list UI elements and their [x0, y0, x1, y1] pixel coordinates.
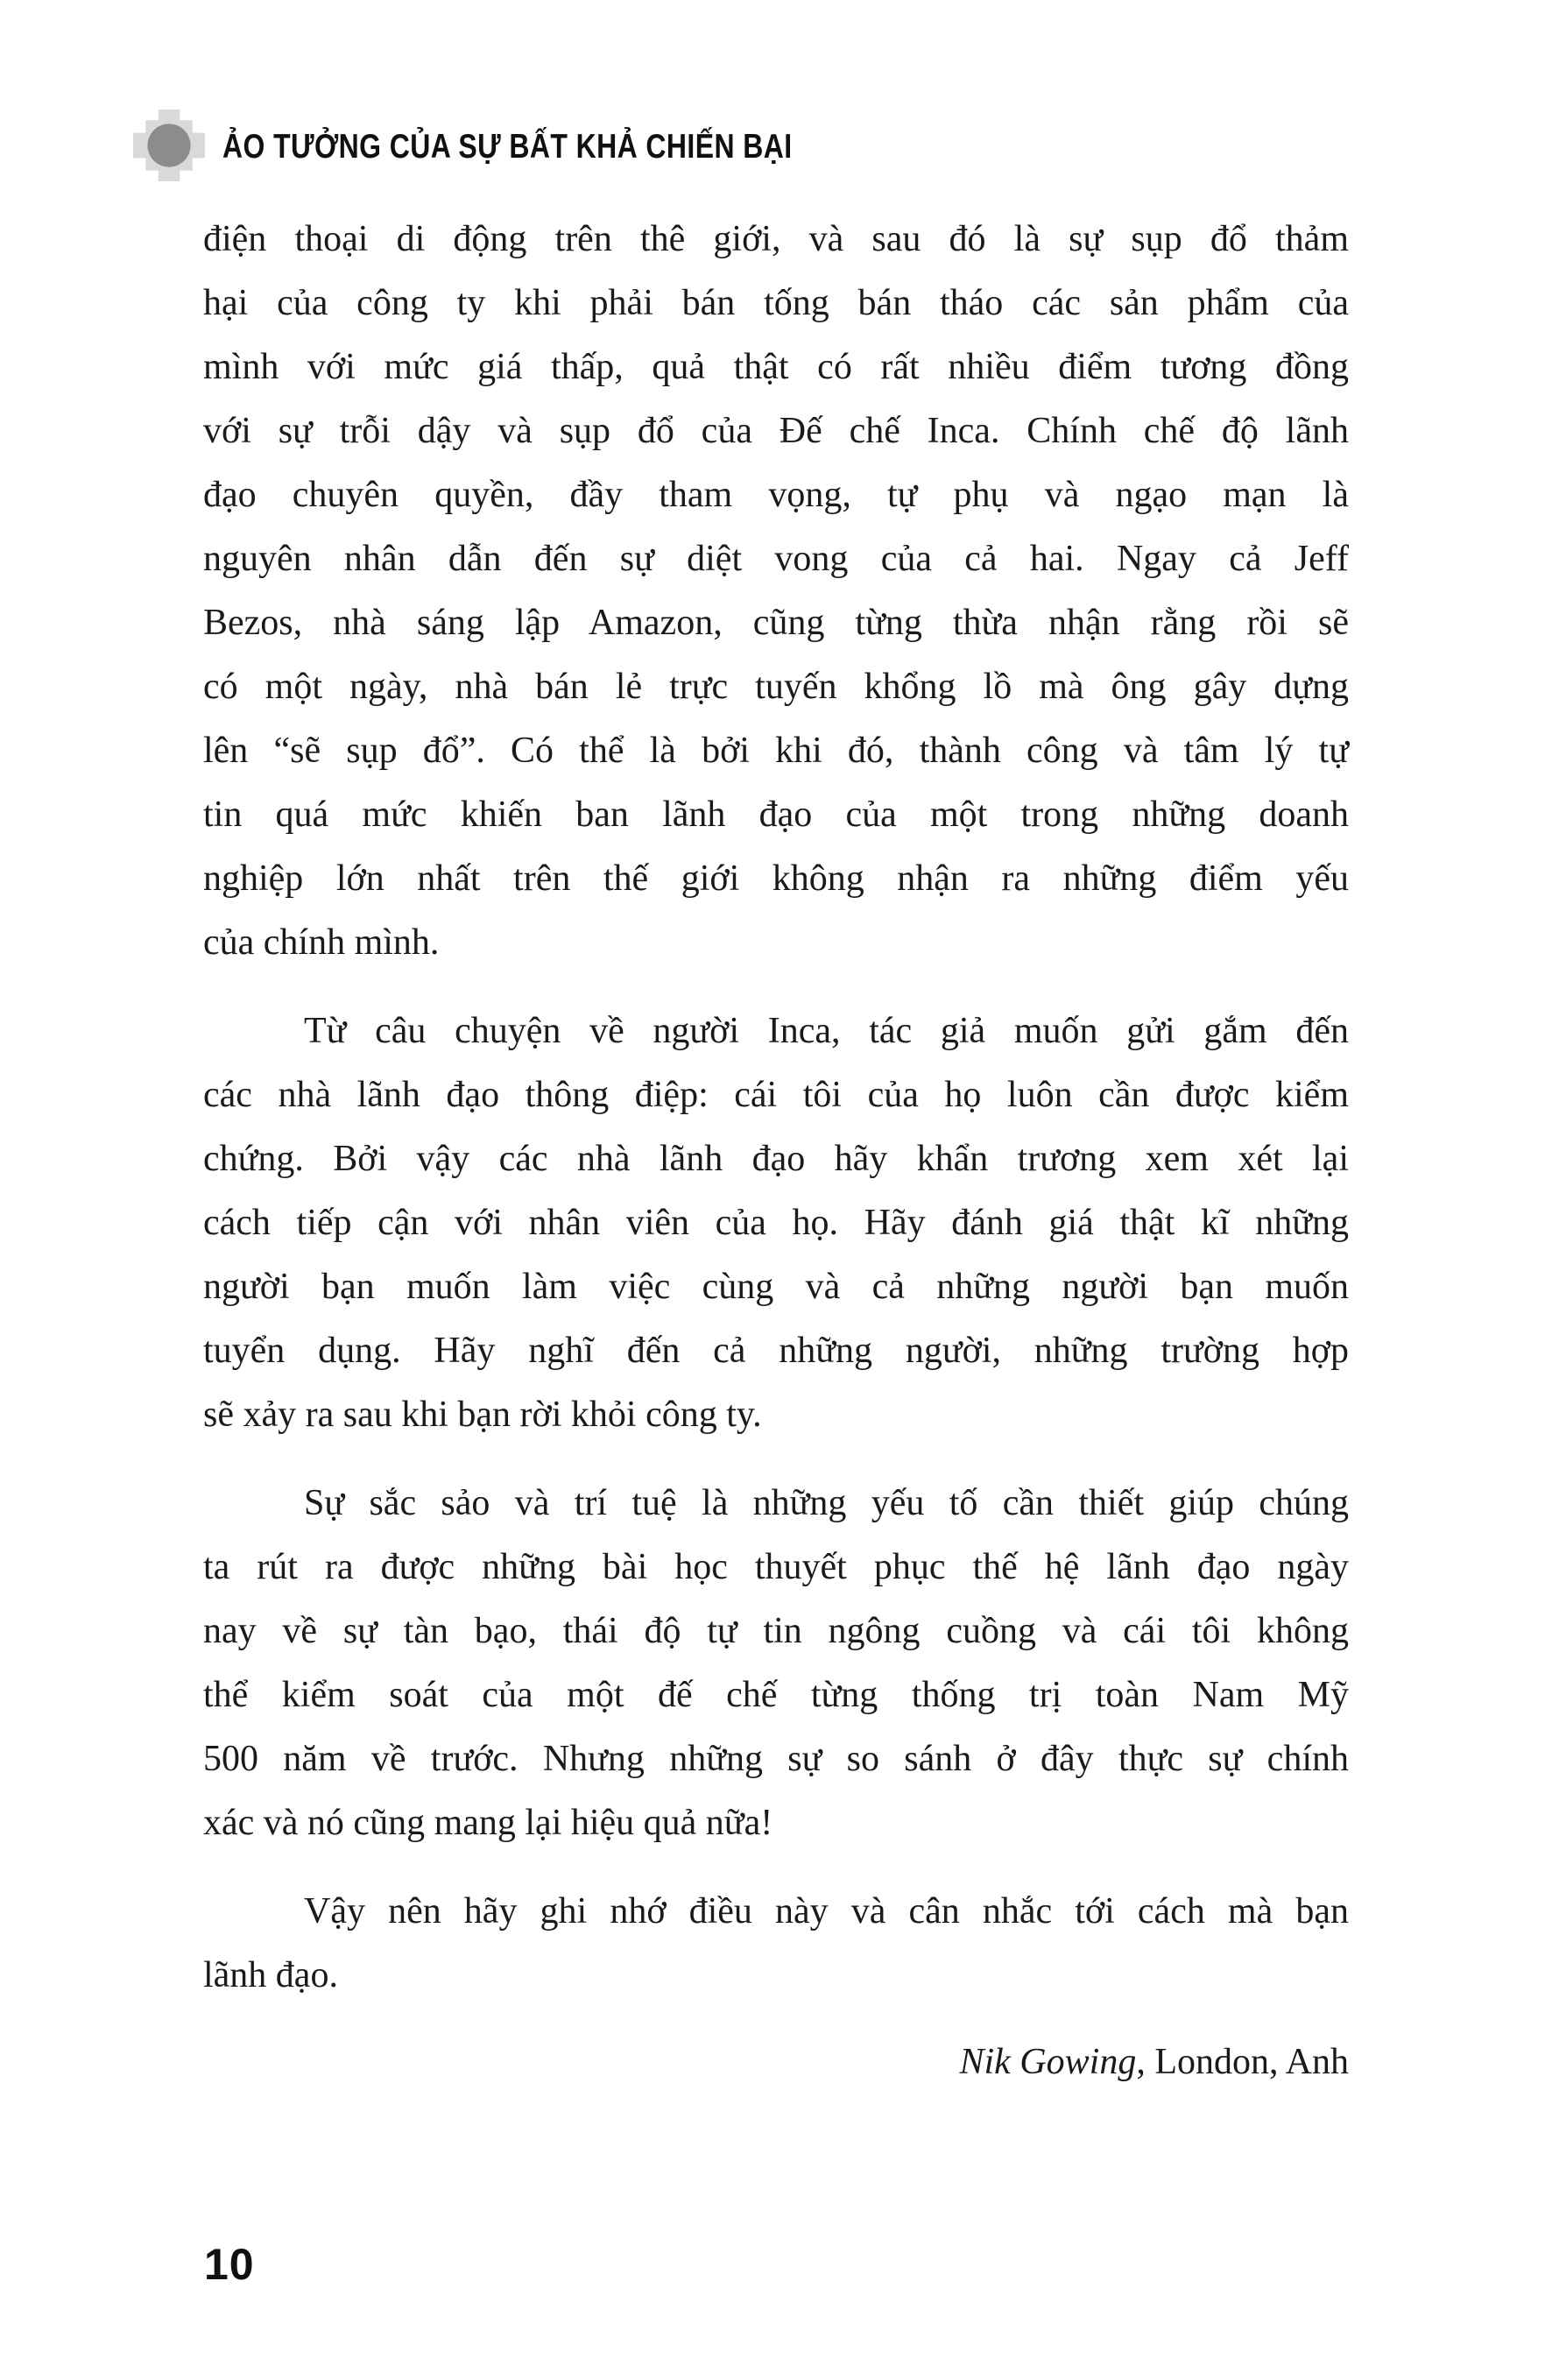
text-line: người bạn muốn làm việc cùng và cả những người bạn muốn — [203, 1267, 1349, 1307]
text-line: xác và nó cũng mang lại hiệu quả nữa! — [203, 1803, 773, 1843]
text-line: nguyên nhân dẫn đến sự diệt vong của cả hai. Ngay cả Jeff — [203, 539, 1349, 579]
running-header — [133, 109, 917, 182]
text-line: 500 năm về trước. Nhưng những sự so sánh ở đây thực sự chính — [203, 1739, 1349, 1779]
text-line: với sự trỗi dậy và sụp đổ của Đế chế Inca. Chính chế độ lãnh — [203, 411, 1349, 451]
running-header-title: ẢO TƯỞNG CỦA SỰ BẤT KHẢ CHIẾN BẠI — [222, 128, 793, 166]
text-line: đạo chuyên quyền, đầy tham vọng, tự phụ và ngạo mạn là — [203, 475, 1349, 515]
text-line: lãnh đạo. — [203, 1955, 338, 1995]
text-line: nghiệp lớn nhất trên thế giới không nhận ra những điểm yếu — [203, 858, 1349, 899]
paragraphs — [203, 208, 1349, 2008]
text-line: của chính mình. — [203, 922, 440, 963]
text-line: thể kiểm soát của một đế chế từng thống trị toàn Nam Mỹ — [203, 1675, 1349, 1715]
text-line: Từ câu chuyện về người Inca, tác giả muốn gửi gắm đến — [304, 1011, 1349, 1051]
text-line: Sự sắc sảo và trí tuệ là những yếu tố cần thiết giúp chúng — [304, 1483, 1349, 1523]
chakana-stepped-cross-icon — [133, 109, 205, 181]
text-line: ta rút ra được những bài học thuyết phục thế hệ lãnh đạo ngày — [203, 1547, 1349, 1587]
text-line: hại của công ty khi phải bán tống bán tháo các sản phẩm của — [203, 283, 1349, 323]
attribution-author: Nik Gowing — [959, 2042, 1137, 2082]
attribution-location: , London, Anh — [1136, 2042, 1349, 2082]
attribution-line — [203, 2030, 1349, 2094]
text-line: Bezos, nhà sáng lập Amazon, cũng từng thừa nhận rằng rồi sẽ — [203, 603, 1349, 643]
paragraph — [203, 999, 1349, 1447]
text-line: Vậy nên hãy ghi nhớ điều này và cân nhắc tới cách mà bạn — [304, 1891, 1349, 1932]
text-line: tuyển dụng. Hãy nghĩ đến cả những người, những trường hợp — [203, 1331, 1349, 1371]
text-line: cách tiếp cận với nhân viên của họ. Hãy đánh giá thật kĩ những — [203, 1203, 1349, 1243]
paragraph — [203, 1880, 1349, 2008]
body-text — [203, 208, 1349, 2094]
text-line: có một ngày, nhà bán lẻ trực tuyến khổng lồ mà ông gây dựng — [203, 667, 1349, 707]
text-line: tin quá mức khiến ban lãnh đạo của một trong những doanh — [203, 795, 1349, 835]
text-line: chứng. Bởi vậy các nhà lãnh đạo hãy khẩn trương xem xét lại — [203, 1139, 1349, 1179]
paragraph — [203, 208, 1349, 975]
page-number: 10 — [204, 2240, 255, 2289]
text-line: lên “sẽ sụp đổ”. Có thể là bởi khi đó, thành công và tâm lý tự — [203, 731, 1349, 771]
text-line: điện thoại di động trên thê giới, và sau đó là sự sụp đổ thảm — [203, 219, 1349, 259]
text-line: mình với mức giá thấp, quả thật có rất nhiều điểm tương đồng — [203, 347, 1349, 387]
text-line: các nhà lãnh đạo thông điệp: cái tôi của họ luôn cần được kiểm — [203, 1075, 1349, 1115]
text-line: nay về sự tàn bạo, thái độ tự tin ngông cuồng và cái tôi không — [203, 1611, 1349, 1651]
text-line: sẽ xảy ra sau khi bạn rời khỏi công ty. — [203, 1395, 762, 1435]
paragraph — [203, 1472, 1349, 1855]
